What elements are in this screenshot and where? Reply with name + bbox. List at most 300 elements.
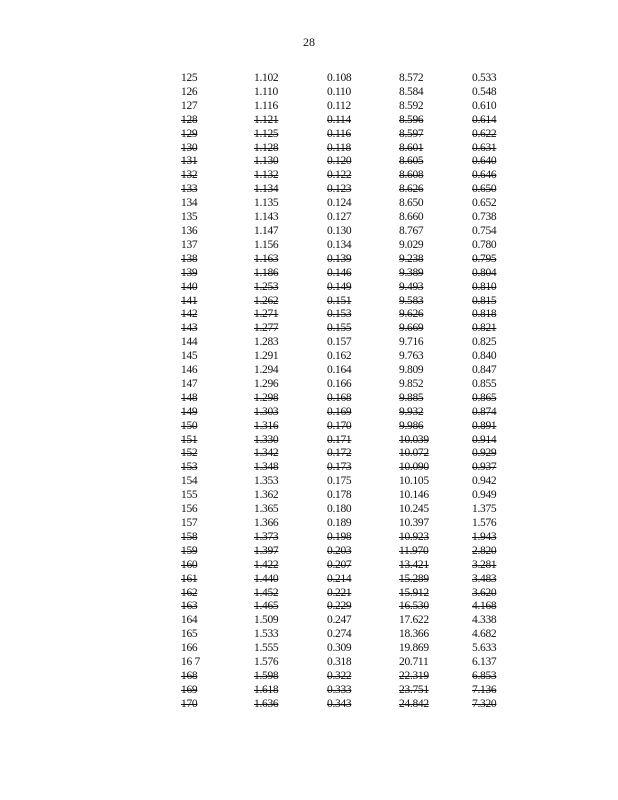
- table-cell: [254, 378, 327, 392]
- cell-value: 0.134: [327, 238, 352, 251]
- table-row-struck: [181, 531, 512, 545]
- cell-value: 157: [181, 517, 198, 529]
- table-row-struck: [181, 295, 512, 309]
- cell-value: 1.132: [254, 169, 279, 182]
- cell-value: 0.780: [472, 238, 497, 251]
- table-cell: [399, 628, 472, 642]
- table-cell: [472, 281, 512, 295]
- cell-value: 141: [181, 294, 198, 307]
- table-cell: [327, 573, 399, 587]
- table-cell: [472, 169, 512, 183]
- table-cell: [472, 461, 512, 475]
- cell-value: 1.135: [254, 197, 279, 210]
- table-row: [181, 503, 512, 517]
- table-cell: [181, 406, 254, 420]
- table-cell: [181, 364, 254, 378]
- cell-value: 24.842: [399, 697, 429, 710]
- table-cell: [399, 434, 472, 448]
- table-cell: [254, 225, 327, 239]
- cell-value: 0.815: [472, 294, 497, 307]
- cell-value: 9.238: [399, 252, 424, 265]
- table-cell: [327, 628, 399, 642]
- cell-value: 1.365: [254, 503, 279, 516]
- table-cell: [472, 587, 512, 601]
- table-cell: [254, 420, 327, 434]
- cell-value: 0.203: [327, 544, 352, 557]
- cell-value: 0.247: [327, 614, 352, 627]
- cell-value: 0.123: [327, 183, 352, 196]
- table-cell: [254, 517, 327, 531]
- table-cell: [472, 392, 512, 406]
- cell-value: 8.650: [399, 197, 424, 210]
- table-cell: [181, 698, 254, 712]
- cell-value: 9.626: [399, 308, 424, 321]
- table-row: [181, 225, 512, 239]
- table-cell: [254, 267, 327, 281]
- table-cell: [472, 642, 512, 656]
- table-cell: [254, 434, 327, 448]
- cell-value: 3.483: [472, 572, 497, 585]
- cell-value: 4.682: [472, 628, 497, 641]
- table-cell: [327, 559, 399, 573]
- table-cell: [327, 684, 399, 698]
- cell-value: 152: [181, 447, 198, 460]
- cell-value: 8.626: [399, 183, 424, 196]
- cell-value: 8.608: [399, 169, 424, 182]
- table-body: [181, 72, 512, 712]
- table-cell: [254, 642, 327, 656]
- cell-value: 146: [181, 364, 198, 377]
- cell-value: 0.162: [327, 350, 352, 363]
- table-cell: [181, 114, 254, 128]
- table-cell: [399, 614, 472, 628]
- table-cell: [254, 211, 327, 225]
- table-cell: [327, 128, 399, 142]
- cell-value: 125: [181, 72, 198, 84]
- table-cell: [327, 406, 399, 420]
- cell-value: 8.605: [399, 155, 424, 168]
- table-cell: [254, 489, 327, 503]
- cell-value: 9.809: [399, 364, 424, 377]
- table-row-struck: [181, 670, 512, 684]
- table-cell: [181, 684, 254, 698]
- table-cell: [472, 656, 512, 670]
- table-row: [181, 642, 512, 656]
- cell-value: 135: [181, 211, 198, 224]
- table-cell: [399, 503, 472, 517]
- table-cell: [327, 197, 399, 211]
- cell-value: 8.584: [399, 85, 424, 98]
- table-cell: [472, 322, 512, 336]
- table-cell: [254, 475, 327, 489]
- cell-value: 1.636: [254, 697, 279, 710]
- cell-value: 10.923: [399, 530, 429, 543]
- cell-value: 0.229: [327, 600, 352, 613]
- cell-value: 0.847: [472, 364, 497, 377]
- cell-value: 0.322: [327, 669, 352, 682]
- table-cell: [399, 461, 472, 475]
- cell-value: 0.153: [327, 308, 352, 321]
- cell-value: 4.168: [472, 600, 497, 613]
- cell-value: 11.970: [399, 544, 429, 557]
- cell-value: 0.146: [327, 266, 352, 279]
- table-cell: [181, 350, 254, 364]
- table-cell: [181, 155, 254, 169]
- cell-value: 0.114: [327, 113, 351, 126]
- table-cell: [254, 503, 327, 517]
- table-cell: [254, 614, 327, 628]
- table-row-struck: [181, 587, 512, 601]
- cell-value: 23.751: [399, 683, 429, 696]
- cell-value: 16 7: [181, 656, 200, 669]
- cell-value: 1.348: [254, 461, 279, 474]
- cell-value: 0.175: [327, 475, 352, 488]
- cell-value: 1.303: [254, 405, 279, 418]
- table-cell: [181, 267, 254, 281]
- table-cell: [399, 364, 472, 378]
- table-cell: [181, 169, 254, 183]
- cell-value: 0.533: [472, 72, 497, 84]
- table-cell: [254, 322, 327, 336]
- cell-value: 0.166: [327, 377, 352, 390]
- table-row-struck: [181, 447, 512, 461]
- cell-value: 0.149: [327, 280, 352, 293]
- table-cell: [399, 378, 472, 392]
- table-row: [181, 628, 512, 642]
- cell-value: 1.110: [254, 85, 278, 98]
- cell-value: 126: [181, 85, 198, 98]
- table-cell: [181, 517, 254, 531]
- cell-value: 20.711: [399, 656, 429, 669]
- cell-value: 144: [181, 336, 198, 349]
- table-cell: [327, 600, 399, 614]
- cell-value: 10.039: [399, 433, 429, 446]
- table-row-struck: [181, 684, 512, 698]
- cell-value: 0.108: [327, 72, 352, 84]
- table-row: [181, 350, 512, 364]
- table-cell: [399, 475, 472, 489]
- cell-value: 0.221: [327, 586, 352, 599]
- cell-value: 149: [181, 405, 198, 418]
- cell-value: 1.121: [254, 113, 279, 126]
- cell-value: 9.763: [399, 350, 424, 363]
- cell-value: 160: [181, 558, 198, 571]
- table-cell: [399, 420, 472, 434]
- cell-value: 0.825: [472, 336, 497, 349]
- cell-value: 140: [181, 280, 198, 293]
- cell-value: 0.318: [327, 656, 352, 669]
- table-cell: [181, 642, 254, 656]
- cell-value: 1.373: [254, 530, 279, 543]
- cell-value: 163: [181, 600, 198, 613]
- cell-value: 0.652: [472, 197, 497, 210]
- table-cell: [181, 281, 254, 295]
- table-row-struck: [181, 128, 512, 142]
- cell-value: 169: [181, 683, 198, 696]
- cell-value: 9.669: [399, 322, 424, 335]
- cell-value: 0.631: [472, 141, 497, 154]
- table-row: [181, 197, 512, 211]
- table-cell: [399, 559, 472, 573]
- table-row-struck: [181, 420, 512, 434]
- table-cell: [472, 86, 512, 100]
- table-cell: [472, 128, 512, 142]
- cell-value: 0.157: [327, 336, 352, 349]
- table-cell: [472, 267, 512, 281]
- table-cell: [327, 72, 399, 86]
- table-cell: [472, 211, 512, 225]
- cell-value: 1.943: [472, 530, 497, 543]
- cell-value: 1.353: [254, 475, 279, 488]
- cell-value: 10.090: [399, 461, 429, 474]
- table-cell: [254, 656, 327, 670]
- cell-value: 0.914: [472, 433, 497, 446]
- table-cell: [181, 239, 254, 253]
- cell-value: 1.397: [254, 544, 279, 557]
- cell-value: 153: [181, 461, 198, 474]
- table-cell: [327, 475, 399, 489]
- table-cell: [472, 406, 512, 420]
- table-cell: [399, 684, 472, 698]
- table-cell: [327, 378, 399, 392]
- table-cell: [399, 253, 472, 267]
- cell-value: 0.646: [472, 169, 497, 182]
- table-cell: [254, 684, 327, 698]
- table-cell: [399, 392, 472, 406]
- table-cell: [254, 155, 327, 169]
- table-cell: [327, 100, 399, 114]
- table-cell: [254, 72, 327, 86]
- table-cell: [399, 489, 472, 503]
- table-row-struck: [181, 142, 512, 156]
- cell-value: 0.120: [327, 155, 352, 168]
- table-cell: [399, 406, 472, 420]
- cell-value: 9.852: [399, 377, 424, 390]
- table-cell: [327, 531, 399, 545]
- cell-value: 0.274: [327, 628, 352, 641]
- table-cell: [254, 183, 327, 197]
- cell-value: 148: [181, 391, 198, 404]
- table-row: [181, 72, 512, 86]
- cell-value: 0.818: [472, 308, 497, 321]
- table-cell: [254, 545, 327, 559]
- cell-value: 0.650: [472, 183, 497, 196]
- table-cell: [399, 267, 472, 281]
- cell-value: 13.421: [399, 558, 429, 571]
- cell-value: 1.116: [254, 99, 278, 112]
- page-number: 28: [303, 35, 315, 49]
- cell-value: 1.342: [254, 447, 279, 460]
- cell-value: 0.173: [327, 461, 352, 474]
- cell-value: 1.362: [254, 489, 279, 502]
- table-cell: [399, 197, 472, 211]
- cell-value: 1.509: [254, 614, 279, 627]
- table-cell: [254, 86, 327, 100]
- table-cell: [181, 211, 254, 225]
- table-cell: [181, 614, 254, 628]
- cell-value: 10.105: [399, 475, 429, 488]
- cell-value: 7.320: [472, 697, 497, 710]
- table-cell: [181, 183, 254, 197]
- cell-value: 1.253: [254, 280, 279, 293]
- table-cell: [472, 475, 512, 489]
- cell-value: 0.614: [472, 113, 497, 126]
- table-cell: [327, 489, 399, 503]
- cell-value: 129: [181, 127, 198, 140]
- cell-value: 0.214: [327, 572, 352, 585]
- cell-value: 133: [181, 183, 198, 196]
- table-cell: [254, 461, 327, 475]
- table-cell: [254, 350, 327, 364]
- cell-value: 132: [181, 169, 198, 182]
- cell-value: 0.168: [327, 391, 352, 404]
- table-cell: [399, 281, 472, 295]
- table-cell: [327, 434, 399, 448]
- table-cell: [254, 600, 327, 614]
- cell-value: 0.172: [327, 447, 352, 460]
- table-row-struck: [181, 114, 512, 128]
- table-row: [181, 378, 512, 392]
- table-row-struck: [181, 600, 512, 614]
- table-cell: [181, 197, 254, 211]
- cell-value: 1.291: [254, 350, 279, 363]
- table-cell: [327, 239, 399, 253]
- table-cell: [181, 670, 254, 684]
- cell-value: 0.810: [472, 280, 497, 293]
- table-cell: [327, 517, 399, 531]
- table-cell: [254, 142, 327, 156]
- table-cell: [181, 475, 254, 489]
- table-cell: [254, 253, 327, 267]
- cell-value: 1.102: [254, 72, 279, 84]
- table-cell: [254, 281, 327, 295]
- cell-value: 1.156: [254, 238, 279, 251]
- table-row: [181, 475, 512, 489]
- cell-value: 0.189: [327, 517, 352, 529]
- table-cell: [327, 447, 399, 461]
- cell-value: 0.116: [327, 127, 351, 140]
- cell-value: 6.137: [472, 656, 497, 669]
- table-cell: [472, 573, 512, 587]
- table-cell: [181, 461, 254, 475]
- cell-value: 1.576: [472, 517, 497, 529]
- table-cell: [399, 211, 472, 225]
- table-row-struck: [181, 183, 512, 197]
- table-cell: [254, 128, 327, 142]
- cell-value: 1.555: [254, 642, 279, 655]
- cell-value: 0.795: [472, 252, 497, 265]
- table-row-struck: [181, 392, 512, 406]
- table-cell: [399, 447, 472, 461]
- table-cell: [181, 378, 254, 392]
- table-cell: [327, 587, 399, 601]
- table-cell: [399, 308, 472, 322]
- cell-value: 143: [181, 322, 198, 335]
- table-cell: [254, 406, 327, 420]
- table-cell: [327, 155, 399, 169]
- cell-value: 0.610: [472, 99, 497, 112]
- table-cell: [472, 378, 512, 392]
- table-row: [181, 364, 512, 378]
- cell-value: 0.855: [472, 377, 497, 390]
- table-cell: [181, 600, 254, 614]
- cell-value: 1.465: [254, 600, 279, 613]
- cell-value: 1.294: [254, 364, 279, 377]
- cell-value: 137: [181, 238, 198, 251]
- cell-value: 9.986: [399, 419, 424, 432]
- cell-value: 0.309: [327, 642, 352, 655]
- cell-value: 17.622: [399, 614, 429, 627]
- table-row-struck: [181, 698, 512, 712]
- table-cell: [472, 628, 512, 642]
- cell-value: 162: [181, 586, 198, 599]
- cell-value: 156: [181, 503, 198, 516]
- table-cell: [399, 656, 472, 670]
- cell-value: 9.389: [399, 266, 424, 279]
- cell-value: 0.110: [327, 85, 351, 98]
- table-cell: [254, 295, 327, 309]
- cell-value: 7.136: [472, 683, 497, 696]
- table-cell: [254, 392, 327, 406]
- cell-value: 0.640: [472, 155, 497, 168]
- table-cell: [327, 614, 399, 628]
- table-row-struck: [181, 322, 512, 336]
- table-cell: [472, 614, 512, 628]
- table-cell: [472, 225, 512, 239]
- table-cell: [399, 642, 472, 656]
- table-cell: [327, 169, 399, 183]
- table-cell: [254, 100, 327, 114]
- cell-value: 0.170: [327, 419, 352, 432]
- cell-value: 0.178: [327, 489, 352, 502]
- table-row: [181, 100, 512, 114]
- table-cell: [399, 600, 472, 614]
- cell-value: 10.072: [399, 447, 429, 460]
- table-cell: [399, 169, 472, 183]
- cell-value: 3.620: [472, 586, 497, 599]
- table-cell: [181, 308, 254, 322]
- cell-value: 0.164: [327, 364, 352, 377]
- cell-value: 8.601: [399, 141, 424, 154]
- table-cell: [254, 559, 327, 573]
- cell-value: 0.804: [472, 266, 497, 279]
- table-cell: [472, 142, 512, 156]
- table-cell: [472, 183, 512, 197]
- table-cell: [472, 434, 512, 448]
- cell-value: 1.618: [254, 683, 279, 696]
- table-cell: [181, 587, 254, 601]
- cell-value: 10.245: [399, 503, 429, 516]
- cell-value: 1.262: [254, 294, 279, 307]
- cell-value: 0.821: [472, 322, 497, 335]
- cell-value: 10.146: [399, 489, 429, 502]
- cell-value: 0.840: [472, 350, 497, 363]
- cell-value: 9.493: [399, 280, 424, 293]
- table-cell: [181, 656, 254, 670]
- table-cell: [399, 587, 472, 601]
- table-cell: [327, 461, 399, 475]
- cell-value: 0.738: [472, 211, 497, 224]
- cell-value: 0.937: [472, 461, 497, 474]
- cell-value: 8.572: [399, 72, 424, 84]
- table-cell: [472, 447, 512, 461]
- cell-value: 164: [181, 614, 198, 627]
- cell-value: 0.151: [327, 294, 352, 307]
- cell-value: 22.319: [399, 669, 429, 682]
- cell-value: 0.929: [472, 447, 497, 460]
- table-cell: [327, 336, 399, 350]
- cell-value: 1.598: [254, 669, 279, 682]
